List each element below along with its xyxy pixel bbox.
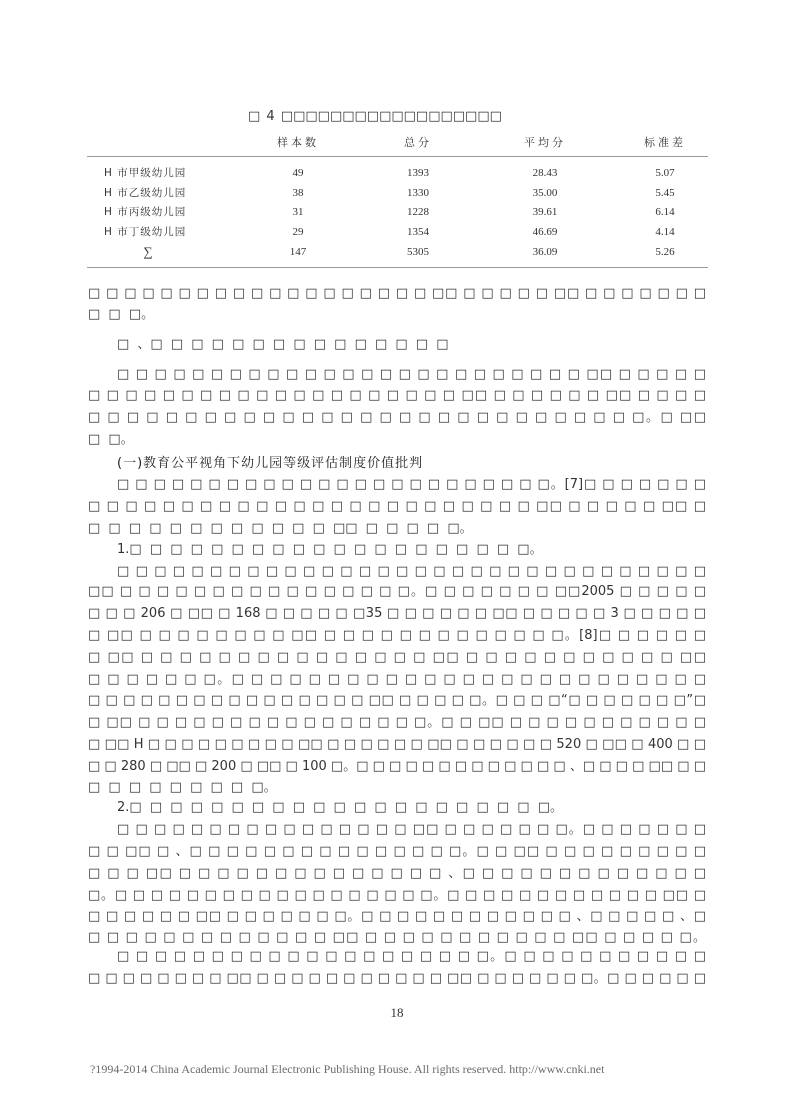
paragraph-line: □ □ □ □ □ □ □ □ □。 — [88, 780, 277, 795]
paragraph-line: □ □ □ □ □ □ □。□ □ □ □ □ □ □ □ □ □ □ □ □ □ □ □ □ □ □ □ □ □ □ □ □ — [88, 672, 706, 687]
paragraph-line: □ □ □ □ □ □ □ □ □ □ □ □ □ □ □ □ □□ □ □ □ □ □。□ □ □ □“□ □ □ □ □ □ □”□ — [88, 693, 706, 708]
paragraph-line: □ □ □□ □ 、□ □ □ □ □ □ □ □ □ □ □ □ □ □ □。□ □ □□ □ □ □ □ □ □ □ □ □ — [88, 844, 706, 859]
copyright-footer: ?1994-2014 China Academic Journal Electronic Publishing House. All rights reserved. http://www.cnki.net — [90, 1062, 605, 1076]
cell-label: H 市丙级幼儿园 — [104, 206, 187, 218]
page-number: 18 — [390, 1005, 404, 1020]
paragraph-line: □ □□ □ □ □ □ □ □ □ □ □ □ □ □ □ □ □ □□ □ □ □ □ □ □ □ □ □ □ □ □□ — [88, 650, 706, 665]
paragraph-line: □ □ □ □ □ □ □□ □ □ □ □ □ □ □。□ □ □ □ □ □ □ □ □ □ □ □ 、□ □ □ □ □ 、□ — [88, 909, 706, 924]
cell-std-dev: 4.14 — [655, 226, 675, 238]
cell-std-dev: 5.07 — [655, 167, 675, 179]
cell-std-dev: 5.26 — [655, 246, 675, 258]
cell-total-score: 5305 — [407, 246, 429, 258]
cell-mean-score: 35.00 — [532, 187, 558, 199]
table-caption: □ 4 □□□□□□□□□□□□□□□□□□ — [248, 109, 502, 124]
table-top-rule — [87, 156, 708, 157]
cell-total-score: 1393 — [407, 167, 429, 179]
cell-std-dev: 6.14 — [655, 206, 675, 218]
paragraph-line: □ □ □ □ □ □ □ □ □ □ □ □ □ □ □ □ □ □ □ □ □ □ □ □ □□ □ □ □ □ □ □□ □ — [88, 499, 706, 514]
paragraph-line: □ □ □ □ □ □ □ □ □□ □ □ □ □ □ □ □ □ □ □ □ □□ □ □ □ □ □ □ □。□ □ □ □ □ □ — [88, 971, 706, 986]
subsection-heading: (一)教育公平视角下幼儿园等级评估制度价值批判 — [117, 456, 424, 471]
paragraph-line: □ □ □ □ □ □ □ □ □ □ □ □ □ □ □ □ □ □ □ □ □ □ □ □。[7]□ □ □ □ □ □ □ — [117, 477, 706, 492]
cell-std-dev: 5.45 — [655, 187, 675, 199]
section-heading: □ 、□ □ □ □ □ □ □ □ □ □ □ □ □ □ □ — [117, 337, 449, 352]
cell-sample-count: 147 — [289, 246, 307, 258]
paragraph-line: □ □ □ □□ □ □ □ □ □ □ □ □ □ □ □ □ □ □ 、□ □ □ □ □ □ □ □ □ □ □ □ □ — [88, 866, 706, 881]
cell-total-score: 1330 — [407, 187, 429, 199]
cell-total-score: 1354 — [407, 226, 429, 238]
paragraph-line: □ □ □ 206 □ □□ □ 168 □ □ □ □ □ □35 □ □ □ □ □ □ □□ □ □ □ □ □ 3 □ □ □ □ □ — [88, 606, 706, 621]
sum-symbol: ∑ — [143, 244, 153, 259]
item-heading-2: 2.□ □ □ □ □ □ □ □ □ □ □ □ □ □ □ □ □ □ □ □ □。 — [117, 800, 563, 815]
paragraph-line: □ □ □ □ □ □ □ □ □ □ □ □ □ □ □ □ □ □ □ □ □ □ □ □ □ □ □ □ □。□ □□ — [88, 410, 706, 425]
paragraph-line: □ □ □ □ □ □ □ □ □ □ □ □ □ □ □ □ □ □ □ □ □□ □ □ □ □ □ □ □□ □ □ □ □ — [88, 388, 706, 403]
paragraph-line: □ □ □ □ □ □ □ □ □ □ □ □ □ □ □ □ □ □ □ □□ □ □ □ □ □ □□ □ □ □ □ □ □ □ — [88, 286, 706, 301]
header-sample-count: 样本数 — [277, 136, 319, 149]
cell-mean-score: 28.43 — [532, 167, 558, 179]
header-std-dev: 标准差 — [644, 136, 686, 149]
paragraph-line: □ □。 — [88, 432, 134, 447]
cell-sample-count: 29 — [292, 226, 304, 238]
paragraph-line: □ □ □ □ □ □ □ □ □ □ □ □ □ □ □ □ □□ □ □ □ □ □ □ □。□ □ □ □ □ □ □ — [117, 822, 706, 837]
cell-mean-score: 36.09 — [532, 246, 558, 258]
paragraph-line: □。□ □ □ □ □ □ □ □ □ □ □ □ □ □ □ □ □ □。□ □ □ □ □ □ □ □ □ □ □ □ □□ □ — [88, 888, 706, 903]
header-mean-score: 平均分 — [524, 136, 566, 149]
cell-label: H 市甲级幼儿园 — [104, 167, 187, 179]
cell-sample-count: 38 — [292, 187, 304, 199]
cell-total-score: 1228 — [407, 206, 429, 218]
paragraph-line: □ □ □。 — [88, 307, 155, 322]
paragraph-line: □ □ 280 □ □□ □ 200 □ □□ □ 100 □。□ □ □ □ □ □ □ □ □ □ □ □ □ 、□ □ □ □ □□ □ □ — [88, 759, 706, 774]
header-total-score: 总分 — [404, 136, 432, 149]
paragraph-line: □ □□ H □ □ □ □ □ □ □ □ □ □□ □ □ □ □ □ □ □□ □ □ □ □ □ □ 520 □ □□ □ 400 □ □ — [88, 737, 706, 752]
cell-label: H 市丁级幼儿园 — [104, 226, 187, 238]
paragraph-line: □ □□ □ □ □ □ □ □ □ □ □□ □ □ □ □ □ □ □ □ □ □ □ □ □。[8]□ □ □ □ □ □ — [88, 628, 706, 643]
table-bottom-rule — [87, 267, 708, 268]
paragraph-line: □ □ □ □ □ □ □ □ □ □ □ □ □ □ □ □ □ □ □ □ □ □ □ □ □ □□ □ □ □ □ □ — [117, 367, 706, 382]
cell-sample-count: 31 — [292, 206, 304, 218]
cell-mean-score: 46.69 — [532, 226, 558, 238]
paragraph-line: □ □ □ □ □ □ □ □ □ □ □ □ □ □ □ □ □ □ □ □ □ □ □ □ □ □ □ □ □ □ □ □ — [117, 564, 706, 579]
paragraph-line: □ □ □ □ □ □ □ □ □ □ □ □ □ □□ □ □ □ □ □ □ □ □ □ □ □ □□ □ □ □ □ □。 — [88, 930, 706, 945]
paragraph-line: □ □□ □ □ □ □ □ □ □ □ □ □ □ □ □ □ □ □。□ □ □□ □ □ □ □ □ □ □ □ □ □ □ — [88, 715, 706, 730]
paragraph-line: □ □ □ □ □ □ □ □ □ □ □ □ □□ □ □ □ □ □。 — [88, 521, 473, 536]
cell-sample-count: 49 — [292, 167, 304, 179]
paragraph-line: □ □ □ □ □ □ □ □ □ □ □ □ □ □ □ □ □ □ □ □。□ □ □ □ □ □ □ □ □ □ □ — [117, 949, 706, 964]
paragraph-line: □□ □ □ □ □ □ □ □ □ □ □ □ □ □ □ □ □。□ □ □ □ □ □ □ □□2005 □ □ □ □ □ — [88, 584, 706, 599]
item-heading-1: 1.□ □ □ □ □ □ □ □ □ □ □ □ □ □ □ □ □ □ □ □。 — [117, 542, 543, 557]
cell-mean-score: 39.61 — [532, 206, 558, 218]
cell-label: H 市乙级幼儿园 — [104, 187, 187, 199]
